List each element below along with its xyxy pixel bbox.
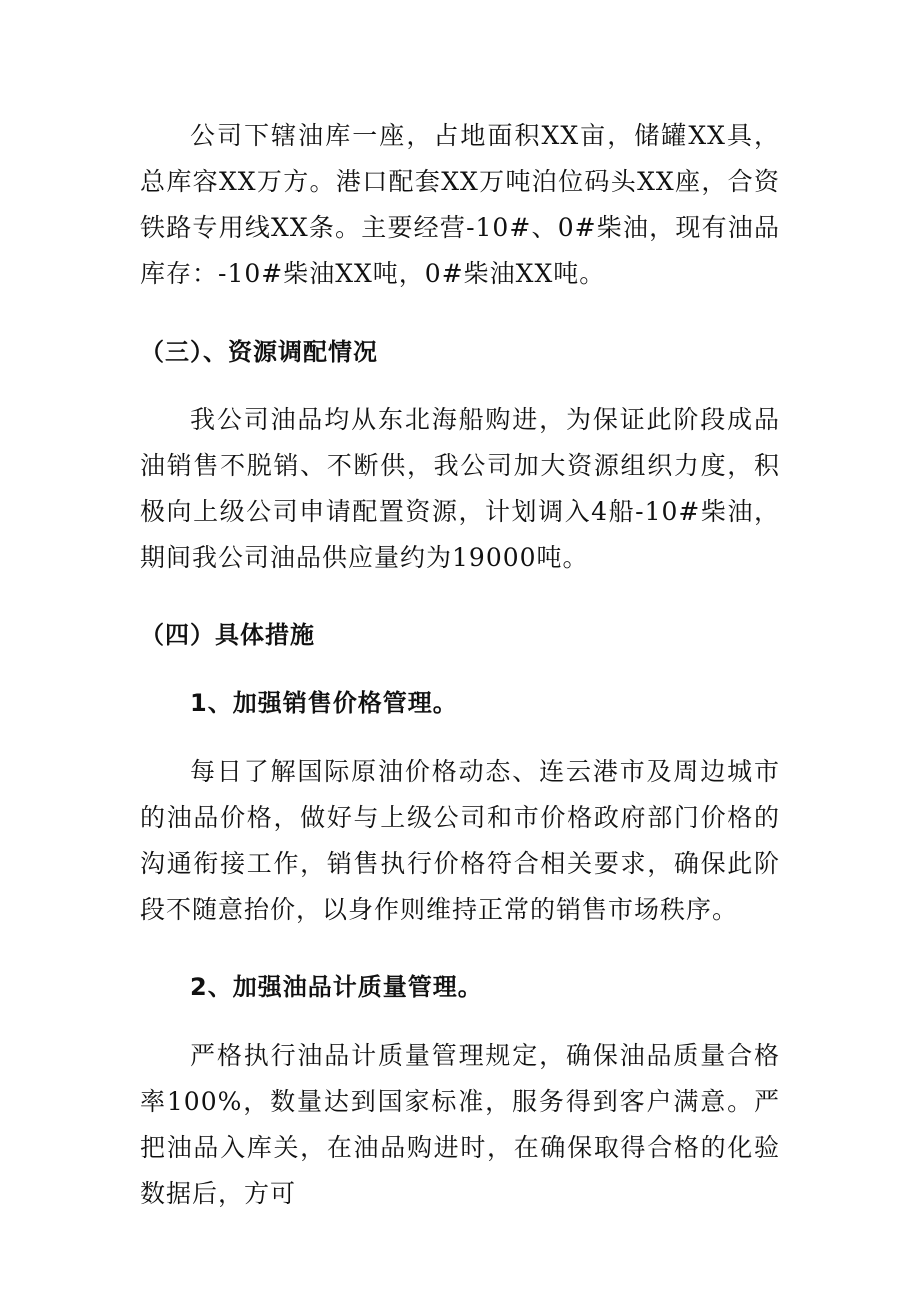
section-heading-specific-measures: （四）具体措施 [140, 621, 315, 649]
paragraph-depot-overview: 公司下辖油库一座，占地面积XX亩，储罐XX具，总库容XX万方。港口配套XX万吨泊位码头XX座，合资铁路专用线XX条。主要经营-10#、0#柴油，现有油品库存：-10#柴油XX吨，0#柴油XX吨。 [140, 121, 780, 288]
subheading-price-management: 1、加强销售价格管理。 [190, 689, 458, 717]
paragraph-price-management: 每日了解国际原油价格动态、连云港市及周边城市的油品价格，做好与上级公司和市价格政府部门价格的沟通衔接工作，销售执行价格符合相关要求，确保此阶段不随意抬价，以身作则维持正常的销售市场秩序。 [140, 757, 780, 924]
paragraph-resource-allocation: 我公司油品均从东北海船购进，为保证此阶段成品油销售不脱销、不断供，我公司加大资源组织力度，积极向上级公司申请配置资源，计划调入4船-10#柴油，期间我公司油品供应量约为19000吨。 [140, 405, 780, 572]
subheading-quality-management: 2、加强油品计质量管理。 [190, 973, 483, 1001]
section-heading-resource-allocation: （三）、资源调配情况 [140, 338, 378, 366]
paragraph-quality-management: 严格执行油品计质量管理规定，确保油品质量合格率100%，数量达到国家标准，服务得到客户满意。严把油品入库关，在油品购进时，在确保取得合格的化验数据后，方可 [140, 1041, 780, 1208]
